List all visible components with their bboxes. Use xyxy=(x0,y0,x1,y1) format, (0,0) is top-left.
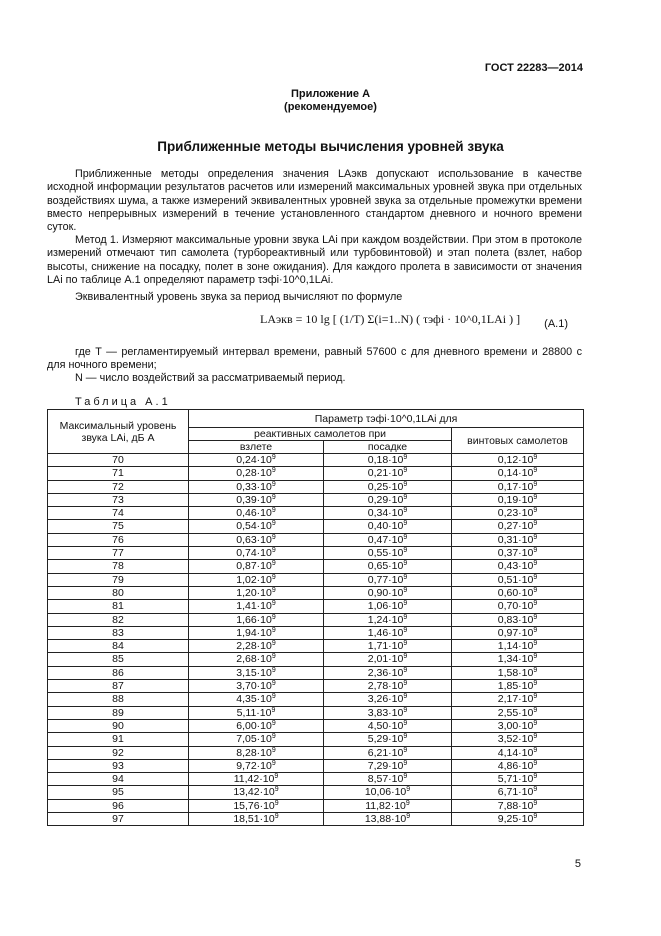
cell-value: $0,25\cdot 10^9$ xyxy=(324,480,452,493)
cell-value: $0,19\cdot 10^9$ xyxy=(452,493,584,506)
header-landing: посадке xyxy=(324,441,452,454)
exponent: 9 xyxy=(533,719,538,727)
table-row xyxy=(48,680,584,693)
exponent: 9 xyxy=(274,813,279,821)
exponent: 9 xyxy=(274,773,279,781)
table-row xyxy=(48,613,584,626)
exponent: 9 xyxy=(271,626,276,634)
table-row xyxy=(48,733,584,746)
cell-value: $5,71\cdot 10^9$ xyxy=(452,773,584,786)
table-row xyxy=(48,746,584,759)
cell-value: $11,42\cdot 10^9$ xyxy=(189,773,324,786)
formula-a1: LAэкв = 10 lg [ (1/T) Σ(i=1..N) ( τэфi · 10^0,1LAi ) ] xyxy=(260,312,521,326)
exponent: 9 xyxy=(403,653,408,661)
cell-value: $5,11\cdot 10^9$ xyxy=(189,706,324,719)
formula-number: (А.1) xyxy=(544,318,568,330)
cell-value: $1,06\cdot 10^9$ xyxy=(324,600,452,613)
exponent: 9 xyxy=(403,600,408,608)
cell-value: $3,15\cdot 10^9$ xyxy=(189,666,324,679)
exponent: 9 xyxy=(271,640,276,648)
exponent: 9 xyxy=(403,759,408,767)
exponent: 9 xyxy=(271,454,276,461)
cell-value: $0,83\cdot 10^9$ xyxy=(452,613,584,626)
cell-value: $13,42\cdot 10^9$ xyxy=(189,786,324,799)
exponent: 9 xyxy=(533,733,538,741)
exponent: 9 xyxy=(271,759,276,767)
cell-value: $1,41\cdot 10^9$ xyxy=(189,600,324,613)
cell-value: $0,46\cdot 10^9$ xyxy=(189,507,324,520)
cell-level: 86 xyxy=(48,666,189,679)
cell-value: $0,12\cdot 10^9$ xyxy=(452,454,584,467)
cell-value: $1,85\cdot 10^9$ xyxy=(452,680,584,693)
cell-level: 82 xyxy=(48,613,189,626)
cell-value: $0,55\cdot 10^9$ xyxy=(324,547,452,560)
cell-value: $2,17\cdot 10^9$ xyxy=(452,693,584,706)
cell-value: $0,33\cdot 10^9$ xyxy=(189,480,324,493)
table-row xyxy=(48,560,584,573)
exponent: 9 xyxy=(403,480,408,488)
cell-value: $2,28\cdot 10^9$ xyxy=(189,640,324,653)
standard-number: ГОСТ 22283—2014 xyxy=(484,62,583,74)
cell-value: $0,77\cdot 10^9$ xyxy=(324,573,452,586)
cell-level: 88 xyxy=(48,693,189,706)
table-caption: Таблица А.1 xyxy=(75,396,171,408)
cell-level: 89 xyxy=(48,706,189,719)
definition-T: где T — регламентируемый интервал времени, равный 57600 с для дневного времени и 28800 с для ночного времени; xyxy=(47,346,582,372)
cell-value: $2,68\cdot 10^9$ xyxy=(189,653,324,666)
exponent: 9 xyxy=(533,533,538,541)
exponent: 9 xyxy=(406,786,411,794)
table-row xyxy=(48,759,584,772)
cell-value: $5,29\cdot 10^9$ xyxy=(324,733,452,746)
cell-value: $0,54\cdot 10^9$ xyxy=(189,520,324,533)
cell-value: $0,74\cdot 10^9$ xyxy=(189,547,324,560)
exponent: 9 xyxy=(271,573,276,581)
cell-value: $2,36\cdot 10^9$ xyxy=(324,666,452,679)
cell-value: $8,57\cdot 10^9$ xyxy=(324,773,452,786)
exponent: 9 xyxy=(533,640,538,648)
exponent: 9 xyxy=(271,746,276,754)
table-row xyxy=(48,719,584,732)
cell-value: $0,40\cdot 10^9$ xyxy=(324,520,452,533)
exponent: 9 xyxy=(271,480,276,488)
exponent: 9 xyxy=(403,746,408,754)
exponent: 9 xyxy=(533,746,538,754)
exponent: 9 xyxy=(406,813,411,821)
table-row xyxy=(48,533,584,546)
cell-value: $1,34\cdot 10^9$ xyxy=(452,653,584,666)
cell-value: $0,70\cdot 10^9$ xyxy=(452,600,584,613)
cell-value: $0,43\cdot 10^9$ xyxy=(452,560,584,573)
cell-level: 83 xyxy=(48,626,189,639)
cell-value: $13,88\cdot 10^9$ xyxy=(324,813,452,826)
cell-value: $8,28\cdot 10^9$ xyxy=(189,746,324,759)
cell-level: 97 xyxy=(48,813,189,826)
cell-value: $0,18\cdot 10^9$ xyxy=(324,454,452,467)
cell-value: $3,83\cdot 10^9$ xyxy=(324,706,452,719)
exponent: 9 xyxy=(533,626,538,634)
exponent: 9 xyxy=(271,680,276,688)
exponent: 9 xyxy=(533,666,538,674)
header-max-level: Максимальный уровень звука LAi, дБ А xyxy=(48,410,189,454)
cell-value: $2,78\cdot 10^9$ xyxy=(324,680,452,693)
cell-value: $1,58\cdot 10^9$ xyxy=(452,666,584,679)
table-row xyxy=(48,507,584,520)
exponent: 9 xyxy=(533,573,538,581)
exponent: 9 xyxy=(271,733,276,741)
exponent: 9 xyxy=(403,560,408,568)
table-row xyxy=(48,454,584,467)
cell-value: $1,24\cdot 10^9$ xyxy=(324,613,452,626)
exponent: 9 xyxy=(533,586,538,594)
exponent: 9 xyxy=(403,706,408,714)
cell-value: $0,87\cdot 10^9$ xyxy=(189,560,324,573)
table-row xyxy=(48,773,584,786)
exponent: 9 xyxy=(533,773,538,781)
cell-value: $6,21\cdot 10^9$ xyxy=(324,746,452,759)
table-row xyxy=(48,693,584,706)
exponent: 9 xyxy=(533,480,538,488)
cell-value: $0,27\cdot 10^9$ xyxy=(452,520,584,533)
cell-value: $3,26\cdot 10^9$ xyxy=(324,693,452,706)
exponent: 9 xyxy=(271,706,276,714)
exponent: 9 xyxy=(533,759,538,767)
exponent: 9 xyxy=(533,560,538,568)
exponent: 9 xyxy=(403,666,408,674)
exponent: 9 xyxy=(271,693,276,701)
cell-level: 91 xyxy=(48,733,189,746)
page-number: 5 xyxy=(574,858,581,870)
cell-value: $0,90\cdot 10^9$ xyxy=(324,586,452,599)
exponent: 9 xyxy=(403,626,408,634)
cell-level: 95 xyxy=(48,786,189,799)
cell-value: $1,46\cdot 10^9$ xyxy=(324,626,452,639)
cell-value: $1,14\cdot 10^9$ xyxy=(452,640,584,653)
exponent: 9 xyxy=(403,693,408,701)
table-row xyxy=(48,653,584,666)
exponent: 9 xyxy=(403,533,408,541)
cell-level: 71 xyxy=(48,467,189,480)
appendix-title: Приложение А xyxy=(290,88,371,100)
cell-value: $3,70\cdot 10^9$ xyxy=(189,680,324,693)
exponent: 9 xyxy=(403,507,408,515)
cell-value: $0,37\cdot 10^9$ xyxy=(452,547,584,560)
cell-value: $0,65\cdot 10^9$ xyxy=(324,560,452,573)
cell-value: $15,76\cdot 10^9$ xyxy=(189,799,324,812)
cell-value: $2,55\cdot 10^9$ xyxy=(452,706,584,719)
paragraph-formula-intro: Эквивалентный уровень звука за период вычисляют по формуле xyxy=(75,291,403,303)
cell-level: 96 xyxy=(48,799,189,812)
cell-level: 94 xyxy=(48,773,189,786)
cell-level: 79 xyxy=(48,573,189,586)
exponent: 9 xyxy=(271,467,276,475)
exponent: 9 xyxy=(533,507,538,515)
table-row xyxy=(48,666,584,679)
table-row xyxy=(48,493,584,506)
exponent: 9 xyxy=(274,786,279,794)
exponent: 9 xyxy=(403,773,408,781)
cell-value: $0,63\cdot 10^9$ xyxy=(189,533,324,546)
cell-level: 74 xyxy=(48,507,189,520)
cell-level: 92 xyxy=(48,746,189,759)
cell-value: $1,02\cdot 10^9$ xyxy=(189,573,324,586)
exponent: 9 xyxy=(271,666,276,674)
cell-value: $0,29\cdot 10^9$ xyxy=(324,493,452,506)
cell-value: $0,23\cdot 10^9$ xyxy=(452,507,584,520)
exponent: 9 xyxy=(533,493,538,501)
exponent: 9 xyxy=(533,786,538,794)
cell-value: $10,06\cdot 10^9$ xyxy=(324,786,452,799)
exponent: 9 xyxy=(271,613,276,621)
cell-level: 93 xyxy=(48,759,189,772)
exponent: 9 xyxy=(533,454,538,461)
exponent: 9 xyxy=(403,586,408,594)
cell-level: 84 xyxy=(48,640,189,653)
exponent: 9 xyxy=(403,520,408,528)
table-row xyxy=(48,480,584,493)
exponent: 9 xyxy=(533,693,538,701)
cell-level: 87 xyxy=(48,680,189,693)
appendix-status: (рекомендуемое) xyxy=(284,101,377,113)
header-jet: реактивных самолетов при xyxy=(189,428,452,441)
paragraph-method-1: Метод 1. Измеряют максимальные уровни звука LAi при каждом воздействии. При этом в протоколе измерений отмечают тип самолета (турбореактивный или турбовинтовой) и этап полета (взлет, набор высоты, снижение на посадку, полет в зоне ожидания). Для каждого пролета в зависимости от значения LAi по таблице А.1 определяют параметр τэфi·10^0,1LAi. xyxy=(47,234,582,286)
cell-level: 90 xyxy=(48,719,189,732)
cell-value: $4,35\cdot 10^9$ xyxy=(189,693,324,706)
exponent: 9 xyxy=(271,719,276,727)
cell-value: $18,51\cdot 10^9$ xyxy=(189,813,324,826)
exponent: 9 xyxy=(533,613,538,621)
exponent: 9 xyxy=(271,653,276,661)
cell-value: $4,86\cdot 10^9$ xyxy=(452,759,584,772)
cell-level: 72 xyxy=(48,480,189,493)
cell-level: 75 xyxy=(48,520,189,533)
cell-value: $3,52\cdot 10^9$ xyxy=(452,733,584,746)
header-parameter: Параметр τэфi·10^0,1LAi для xyxy=(189,410,584,428)
table-row xyxy=(48,813,584,826)
table-row xyxy=(48,547,584,560)
exponent: 9 xyxy=(271,586,276,594)
exponent: 9 xyxy=(533,547,538,555)
cell-level: 73 xyxy=(48,493,189,506)
cell-value: $9,25\cdot 10^9$ xyxy=(452,813,584,826)
exponent: 9 xyxy=(403,613,408,621)
cell-level: 80 xyxy=(48,586,189,599)
exponent: 9 xyxy=(403,719,408,727)
table-row xyxy=(48,586,584,599)
table-row xyxy=(48,520,584,533)
table-row xyxy=(48,786,584,799)
exponent: 9 xyxy=(403,573,408,581)
cell-value: $0,34\cdot 10^9$ xyxy=(324,507,452,520)
exponent: 9 xyxy=(533,520,538,528)
cell-value: $3,00\cdot 10^9$ xyxy=(452,719,584,732)
cell-value: $0,24\cdot 10^9$ xyxy=(189,454,324,467)
cell-value: $0,17\cdot 10^9$ xyxy=(452,480,584,493)
table-row xyxy=(48,640,584,653)
paragraph-intro: Приближенные методы определения значения LAэкв допускают использование в качестве исходной информации результатов расчетов или измерений максимальных уровней звука при отдельных воздействиях шума, а также измерений эквивалентных уровней звука за отдельные промежутки времени вместо непрерывных измерений в течение установленного стандартом дневного и ночного времени суток. xyxy=(47,168,582,234)
exponent: 9 xyxy=(271,507,276,515)
cell-value: $2,01\cdot 10^9$ xyxy=(324,653,452,666)
exponent: 9 xyxy=(271,520,276,528)
exponent: 9 xyxy=(403,467,408,475)
cell-value: $0,28\cdot 10^9$ xyxy=(189,467,324,480)
cell-value: $1,94\cdot 10^9$ xyxy=(189,626,324,639)
table-row xyxy=(48,467,584,480)
cell-value: $1,20\cdot 10^9$ xyxy=(189,586,324,599)
cell-value: $6,00\cdot 10^9$ xyxy=(189,719,324,732)
cell-value: $0,60\cdot 10^9$ xyxy=(452,586,584,599)
exponent: 9 xyxy=(271,560,276,568)
cell-value: $0,39\cdot 10^9$ xyxy=(189,493,324,506)
cell-value: $7,29\cdot 10^9$ xyxy=(324,759,452,772)
table-row xyxy=(48,706,584,719)
cell-value: $0,47\cdot 10^9$ xyxy=(324,533,452,546)
exponent: 9 xyxy=(533,706,538,714)
header-takeoff: взлете xyxy=(189,441,324,454)
cell-value: $7,88\cdot 10^9$ xyxy=(452,799,584,812)
table-row xyxy=(48,799,584,812)
exponent: 9 xyxy=(274,799,279,807)
definition-N: N — число воздействий за рассматриваемый период. xyxy=(75,372,346,384)
cell-value: $9,72\cdot 10^9$ xyxy=(189,759,324,772)
table-row xyxy=(48,600,584,613)
cell-value: $4,14\cdot 10^9$ xyxy=(452,746,584,759)
cell-level: 78 xyxy=(48,560,189,573)
exponent: 9 xyxy=(271,493,276,501)
cell-value: $1,71\cdot 10^9$ xyxy=(324,640,452,653)
exponent: 9 xyxy=(271,547,276,555)
exponent: 9 xyxy=(403,547,408,555)
exponent: 9 xyxy=(533,813,538,821)
table-a1 xyxy=(47,409,584,826)
cell-value: $4,50\cdot 10^9$ xyxy=(324,719,452,732)
cell-value: $11,82\cdot 10^9$ xyxy=(324,799,452,812)
exponent: 9 xyxy=(403,640,408,648)
cell-value: $0,14\cdot 10^9$ xyxy=(452,467,584,480)
cell-level: 70 xyxy=(48,454,189,467)
table-row xyxy=(48,573,584,586)
exponent: 9 xyxy=(403,454,408,461)
header-propeller: винтовых самолетов xyxy=(452,428,584,454)
cell-value: $0,21\cdot 10^9$ xyxy=(324,467,452,480)
exponent: 9 xyxy=(405,799,410,807)
cell-value: $0,97\cdot 10^9$ xyxy=(452,626,584,639)
cell-level: 81 xyxy=(48,600,189,613)
cell-value: $6,71\cdot 10^9$ xyxy=(452,786,584,799)
cell-level: 77 xyxy=(48,547,189,560)
exponent: 9 xyxy=(271,600,276,608)
exponent: 9 xyxy=(403,680,408,688)
cell-value: $1,66\cdot 10^9$ xyxy=(189,613,324,626)
cell-value: $7,05\cdot 10^9$ xyxy=(189,733,324,746)
exponent: 9 xyxy=(533,653,538,661)
cell-value: $0,31\cdot 10^9$ xyxy=(452,533,584,546)
cell-value: $0,51\cdot 10^9$ xyxy=(452,573,584,586)
exponent: 9 xyxy=(403,733,408,741)
exponent: 9 xyxy=(533,680,538,688)
cell-level: 85 xyxy=(48,653,189,666)
exponent: 9 xyxy=(533,467,538,475)
exponent: 9 xyxy=(533,799,538,807)
cell-level: 76 xyxy=(48,533,189,546)
exponent: 9 xyxy=(271,533,276,541)
table-row xyxy=(48,626,584,639)
exponent: 9 xyxy=(533,600,538,608)
section-title: Приближенные методы вычисления уровней звука xyxy=(157,139,504,154)
exponent: 9 xyxy=(403,493,408,501)
